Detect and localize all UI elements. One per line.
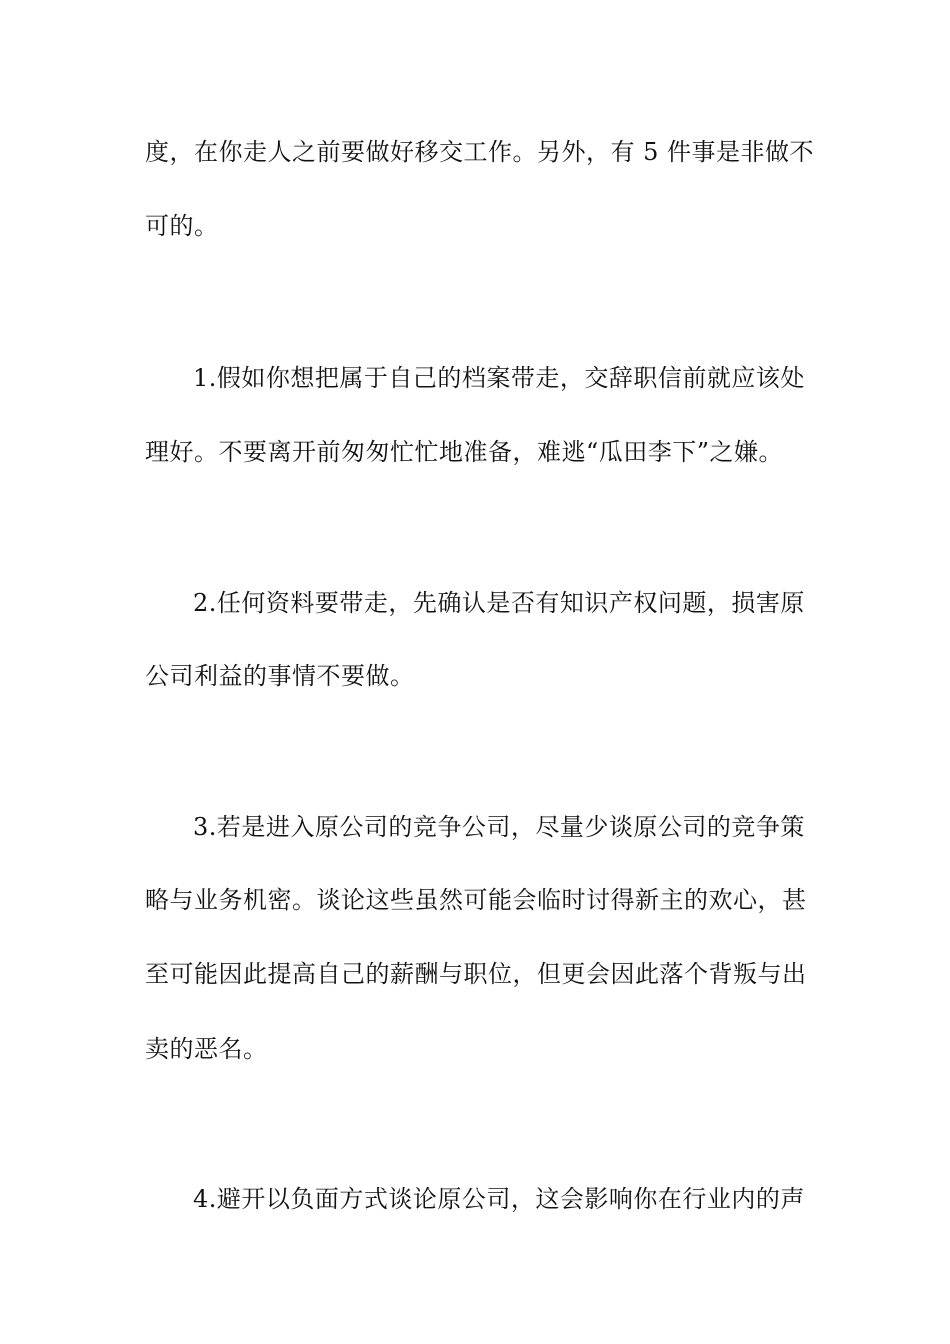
item-3-line-4: 卖的恶名。 (145, 1035, 268, 1063)
text-line-2: 可的。 (145, 212, 219, 240)
item-4-line-1: 4.避开以负面方式谈论原公司，这会影响你在行业内的声 (193, 1185, 805, 1213)
item-2-line-2: 公司利益的事情不要做。 (145, 662, 415, 690)
item-3-line-1: 3.若是进入原公司的竞争公司，尽量少谈原公司的竞争策 (193, 813, 805, 841)
text-line-1: 度，在你走人之前要做好移交工作。另外，有 5 件事是非做不 (145, 138, 815, 166)
item-2-line-1: 2.任何资料要带走，先确认是否有知识产权问题，损害原 (193, 589, 805, 617)
item-3-line-2: 略与业务机密。谈论这些虽然可能会临时讨得新主的欢心，甚 (145, 886, 807, 914)
item-3-line-3: 至可能因此提高自己的薪酬与职位，但更会因此落个背叛与出 (145, 960, 807, 988)
item-1-line-2: 理好。不要离开前匆匆忙忙地准备，难逃“瓜田李下”之嫌。 (145, 438, 784, 466)
item-1-line-1: 1.假如你想把属于自己的档案带走，交辞职信前就应该处 (193, 364, 805, 392)
